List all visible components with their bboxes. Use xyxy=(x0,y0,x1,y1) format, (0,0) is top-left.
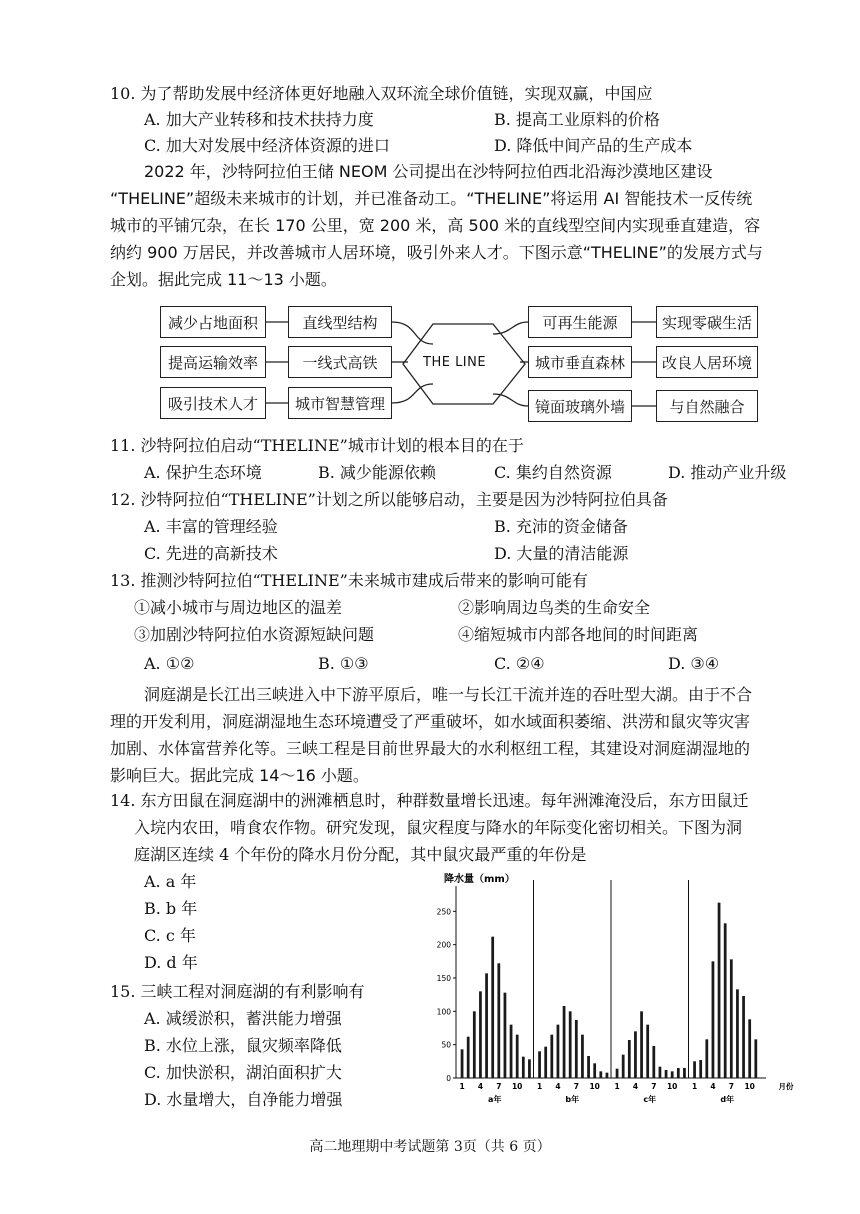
x-tick-label: 7 xyxy=(651,1082,657,1091)
q12-option-a: A. 丰富的管理经验 xyxy=(144,517,278,536)
q11-stem: 11. 沙特阿拉伯启动“THELINE”城市计划的根本目的在于 xyxy=(110,436,524,455)
q13-statement-2: ②影响周边鸟类的生命安全 xyxy=(458,598,651,617)
passage-line: 城市的平铺冗杂，在长 170 公里，宽 200 米，高 500 米的直线型空间内实现垂直建造，容 xyxy=(110,216,761,235)
precip-bar xyxy=(575,1020,578,1078)
series-label: a年 xyxy=(488,1095,502,1104)
precip-bar xyxy=(510,1025,513,1078)
diagram-box-right-inner: 可再生能源 xyxy=(528,306,632,338)
q13-stem: 13. 推测沙特阿拉伯“THELINE”未来城市建成后带来的影响可能有 xyxy=(110,571,588,590)
q10-option-c: C. 加大对发展中经济体资源的进口 xyxy=(144,136,390,155)
precip-bar xyxy=(736,989,739,1078)
x-axis-label: 月份 xyxy=(778,1082,794,1091)
precip-bar xyxy=(628,1040,631,1078)
q15-stem: 15. 三峡工程对洞庭湖的有利影响有 xyxy=(110,982,365,1001)
precip-bar xyxy=(634,1031,637,1078)
y-tick-label: 0 xyxy=(446,1074,451,1083)
q13-option-b: B. ①③ xyxy=(318,654,369,673)
q11-option-d: D. 推动产业升级 xyxy=(668,463,787,482)
precip-bar xyxy=(485,973,488,1078)
x-tick-label: 10 xyxy=(744,1082,755,1091)
precip-bar xyxy=(569,1011,572,1078)
x-tick-label: 10 xyxy=(589,1082,600,1091)
q12-stem: 12. 沙特阿拉伯“THELINE”计划之所以能够启动，主要是因为沙特阿拉伯具备 xyxy=(110,490,668,509)
q12-option-b: B. 充沛的资金储备 xyxy=(494,517,628,536)
precip-bar xyxy=(659,1067,662,1078)
diagram-box-left-inner: 城市智慧管理 xyxy=(288,387,392,419)
q11-option-a: A. 保护生态环境 xyxy=(144,463,262,482)
precip-bar xyxy=(616,1069,619,1078)
precip-bar xyxy=(705,1039,708,1078)
precip-bar xyxy=(599,1071,602,1078)
q13-statement-3: ③加剧沙特阿拉伯水资源短缺问题 xyxy=(134,625,375,644)
x-tick-label: 7 xyxy=(496,1082,502,1091)
diagram-box-left-outer: 减少占地面积 xyxy=(160,306,266,338)
q15-option-b: B. 水位上涨，鼠灾频率降低 xyxy=(144,1036,342,1055)
x-tick-label: 4 xyxy=(632,1082,639,1091)
precip-bar xyxy=(622,1055,625,1078)
q13-statement-4: ④缩短城市内部各地间的时间距离 xyxy=(458,625,699,644)
diagram-box-left-outer: 提高运输效率 xyxy=(160,346,266,378)
precip-bar xyxy=(516,1035,519,1078)
precip-bar xyxy=(683,1068,686,1078)
precip-bar xyxy=(491,937,494,1078)
precip-bar xyxy=(467,1037,470,1078)
precip-bar xyxy=(522,1057,525,1078)
precip-bar xyxy=(538,1051,541,1078)
precip-bar xyxy=(587,1056,590,1078)
x-tick-label: 4 xyxy=(477,1082,484,1091)
x-tick-label: 10 xyxy=(511,1082,523,1091)
y-tick-label: 250 xyxy=(436,907,451,917)
q10-option-d: D. 降低中间产品的生产成本 xyxy=(494,136,693,155)
precip-bar xyxy=(593,1063,596,1078)
x-tick-label: 10 xyxy=(666,1082,678,1091)
precip-bar xyxy=(563,1006,566,1078)
passage-dongting xyxy=(110,681,810,789)
precip-bar xyxy=(742,996,745,1078)
series-label: b年 xyxy=(565,1095,580,1104)
q14-stem-line: 庭湖区连续 4 个年份的降水月份分配，其中鼠灾最严重的年份是 xyxy=(134,845,587,864)
y-tick-label: 200 xyxy=(436,940,451,950)
y-axis-label: 降水量（mm） xyxy=(444,874,515,885)
q15-option-a: A. 减缓淤积，蓄洪能力增强 xyxy=(144,1009,342,1028)
precip-bar xyxy=(718,903,721,1078)
precip-bar xyxy=(461,1049,464,1078)
diagram-box-left-inner: 直线型结构 xyxy=(288,306,392,338)
q14-option-a: A. a 年 xyxy=(144,872,197,891)
precipitation-chart xyxy=(400,868,800,1118)
precip-bar xyxy=(699,1060,702,1078)
precip-bar xyxy=(544,1047,547,1078)
precip-bar xyxy=(693,1061,696,1078)
q11-option-b: B. 减少能源依赖 xyxy=(318,463,436,482)
x-tick-label: 7 xyxy=(573,1082,579,1091)
diagram-center-label: THE LINE xyxy=(423,355,487,370)
precip-bar xyxy=(754,1039,757,1078)
precip-bar xyxy=(606,1073,609,1078)
page-footer: 高二地理期中考试题第 3页（共 6 页） xyxy=(309,1139,551,1155)
q12-option-d: D. 大量的清洁能源 xyxy=(494,544,629,563)
diagram-box-right-outer: 改良人居环境 xyxy=(656,346,758,378)
diagram-box-right-inner: 镜面玻璃外墙 xyxy=(528,390,632,422)
q15-option-c: C. 加快淤积，湖泊面积扩大 xyxy=(144,1063,342,1082)
q14-option-b: B. b 年 xyxy=(144,899,198,918)
passage-line: 企划。据此完成 11～13 小题。 xyxy=(110,270,337,289)
precip-bar xyxy=(640,1011,643,1078)
precip-bar xyxy=(504,993,507,1078)
precip-bar xyxy=(581,1035,584,1078)
x-tick-label: 1 xyxy=(614,1082,620,1091)
precip-bar xyxy=(724,923,727,1078)
x-tick-label: 1 xyxy=(459,1082,465,1091)
series-label: c年 xyxy=(643,1095,657,1104)
precip-bar xyxy=(479,991,482,1078)
q14-stem-line: 入垸内农田，啃食农作物。研究发现，鼠灾程度与降水的年际变化密切相关。下图为洞 xyxy=(134,818,743,837)
passage-theline xyxy=(110,158,810,293)
precip-bar xyxy=(665,1070,668,1078)
passage-line: “THELINE”超级未来城市的计划，并已准备动工。“THELINE”将运用 AI 智能技术一反传统 xyxy=(110,189,753,208)
precip-bar xyxy=(557,1025,560,1078)
precip-bar xyxy=(550,1035,553,1078)
passage-line: 2022 年，沙特阿拉伯王储 NEOM 公司提出在沙特阿拉伯西北沿海沙漠地区建设 xyxy=(144,162,713,181)
diagram-box-right-outer: 与自然融合 xyxy=(656,390,758,422)
precip-bar xyxy=(646,1025,649,1078)
passage-line: 加剧、水体富营养化等。三峡工程是目前世界最大的水利枢纽工程，其建设对洞庭湖湿地的 xyxy=(110,739,751,758)
x-tick-label: 7 xyxy=(728,1082,734,1091)
precip-bar xyxy=(748,1019,751,1078)
precip-bar xyxy=(497,963,500,1078)
q10-option-a: A. 加大产业转移和技术扶持力度 xyxy=(144,110,374,129)
x-tick-label: 1 xyxy=(536,1082,543,1091)
q14-option-d: D. d 年 xyxy=(144,953,198,972)
precip-bar xyxy=(671,1071,674,1078)
precip-bar xyxy=(473,1011,476,1078)
q13-option-d: D. ③④ xyxy=(668,654,720,673)
series-label: d年 xyxy=(720,1095,735,1104)
precip-bar xyxy=(528,1059,531,1078)
passage-line: 洞庭湖是长江出三峡进入中下游平原后，唯一与长江干流并连的吞吐型大湖。由于不合 xyxy=(144,685,753,704)
y-tick-label: 50 xyxy=(441,1040,451,1050)
diagram-box-right-outer: 实现零碳生活 xyxy=(656,306,758,338)
y-tick-label: 150 xyxy=(436,974,451,983)
passage-line: 纳约 900 万居民，并改善城市人居环境，吸引外来人才。下图示意“THELINE”的发展方式与 xyxy=(110,243,763,262)
precip-bar xyxy=(652,1046,655,1078)
x-tick-label: 4 xyxy=(710,1082,716,1091)
diagram-box-left-inner: 一线式高铁 xyxy=(288,346,392,378)
q10-option-b: B. 提高工业原料的价格 xyxy=(494,110,660,129)
q11-option-c: C. 集约自然资源 xyxy=(494,463,612,482)
q15-option-d: D. 水量增大，自净能力增强 xyxy=(144,1090,343,1109)
q14-option-c: C. c 年 xyxy=(144,926,196,945)
q10-stem: 10. 为了帮助发展中经济体更好地融入双环流全球价值链，实现双赢，中国应 xyxy=(110,84,653,103)
precip-bar xyxy=(730,959,733,1078)
x-tick-label: 1 xyxy=(691,1082,698,1091)
diagram-box-right-inner: 城市垂直森林 xyxy=(528,346,632,378)
x-tick-label: 4 xyxy=(555,1082,561,1091)
y-tick-label: 100 xyxy=(436,1007,451,1017)
q13-statement-1: ①减小城市与周边地区的温差 xyxy=(134,598,343,617)
precip-bar xyxy=(712,961,715,1078)
q14-stem-line: 14. 东方田鼠在洞庭湖中的洲滩栖息时，种群数量增长迅速。每年洲滩淹没后，东方田鼠迁 xyxy=(110,791,749,810)
passage-line: 理的开发利用，洞庭湖湿地生态环境遭受了严重破坏，如水域面积萎缩、洪涝和鼠灾等灾害 xyxy=(110,712,751,731)
precip-bar xyxy=(677,1068,680,1078)
diagram-box-left-outer: 吸引技术人才 xyxy=(160,387,266,419)
q13-option-c: C. ②④ xyxy=(494,654,545,673)
passage-line: 影响巨大。据此完成 14～16 小题。 xyxy=(110,766,369,785)
q13-option-a: A. ①② xyxy=(144,654,195,673)
q12-option-c: C. 先进的高新技术 xyxy=(144,544,278,563)
